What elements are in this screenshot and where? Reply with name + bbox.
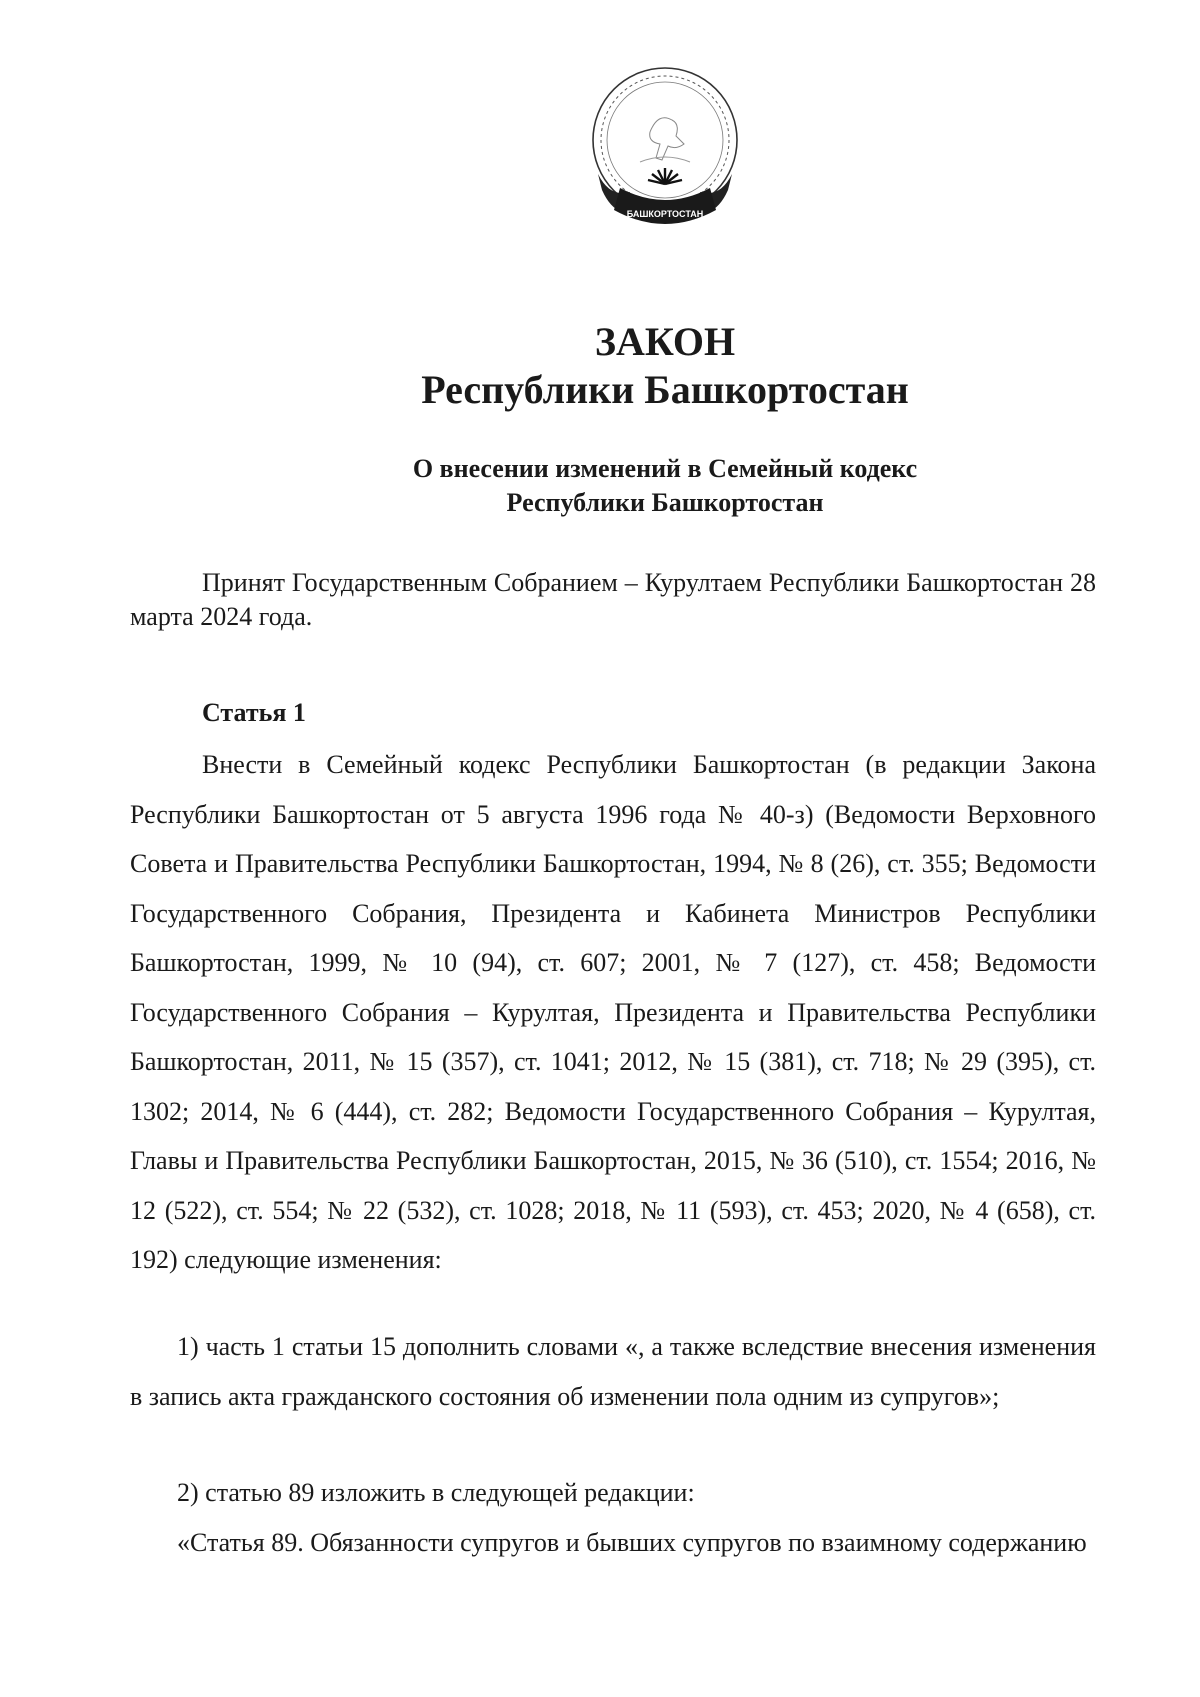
- article-intro-paragraph: Внести в Семейный кодекс Республики Башкортостан (в редакции Закона Республики Башкортостан от 5 августа 1996 года № 40-з) (Ведомости Верховного Совета и Правительства Республики Башкортостан, 1994, № 8 (26), ст. 355; Ведомости Государственного Собрания, Президента и Кабинета Министров Республики Башкортостан, 1999, № 10 (94), ст. 607; 2001, № 7 (127), ст. 458; Ведомости Государственного Собрания – Курултая, Президента и Правительства Республики Башкортостан, 2011, № 15 (357), ст. 1041; 2012, № 15 (381), ст. 718; № 29 (395), ст. 1302; 2014, № 6 (444), ст. 282; Ведомости Государственного Собрания – Курултая, Главы и Правительства Республики Башкортостан, 2015, № 36 (510), ст. 1554; 2016, № 12 (522), ст. 554; № 22 (532), ст. 1028; 2018, № 11 (593), ст. 453; 2020, № 4 (658), ст. 192) следующие изменения:: [130, 750, 1096, 1274]
- emblem-ribbon-text: БАШКОРТОСТАН: [626, 209, 704, 219]
- law-name-line2: Республики Башкортостан: [506, 488, 824, 517]
- bashkortostan-emblem-icon: [580, 62, 750, 252]
- adoption-statement: Принят Государственным Собранием – Курултаем Республики Башкортостан 28 марта 2024 года.: [130, 568, 1096, 631]
- document-title: ЗАКОН: [594, 319, 736, 364]
- article-heading: Статья 1: [202, 698, 306, 727]
- document-subtitle: Республики Башкортостан: [421, 367, 909, 412]
- amendment-item-3: «Статья 89. Обязанности супругов и бывших супругов по взаимному содержанию: [177, 1528, 1087, 1557]
- law-name-line1: О внесении изменений в Семейный кодекс: [412, 454, 918, 483]
- emblem-seal: [580, 62, 750, 252]
- law-name: [0, 452, 1200, 520]
- amendment-item-2: 2) статью 89 изложить в следующей редакции:: [177, 1478, 695, 1507]
- amendment-item-1: 1) часть 1 статьи 15 дополнить словами «, а также вследствие внесения изменения в запись акта гражданского состояния об изменении пола одним из супругов»;: [130, 1332, 1096, 1411]
